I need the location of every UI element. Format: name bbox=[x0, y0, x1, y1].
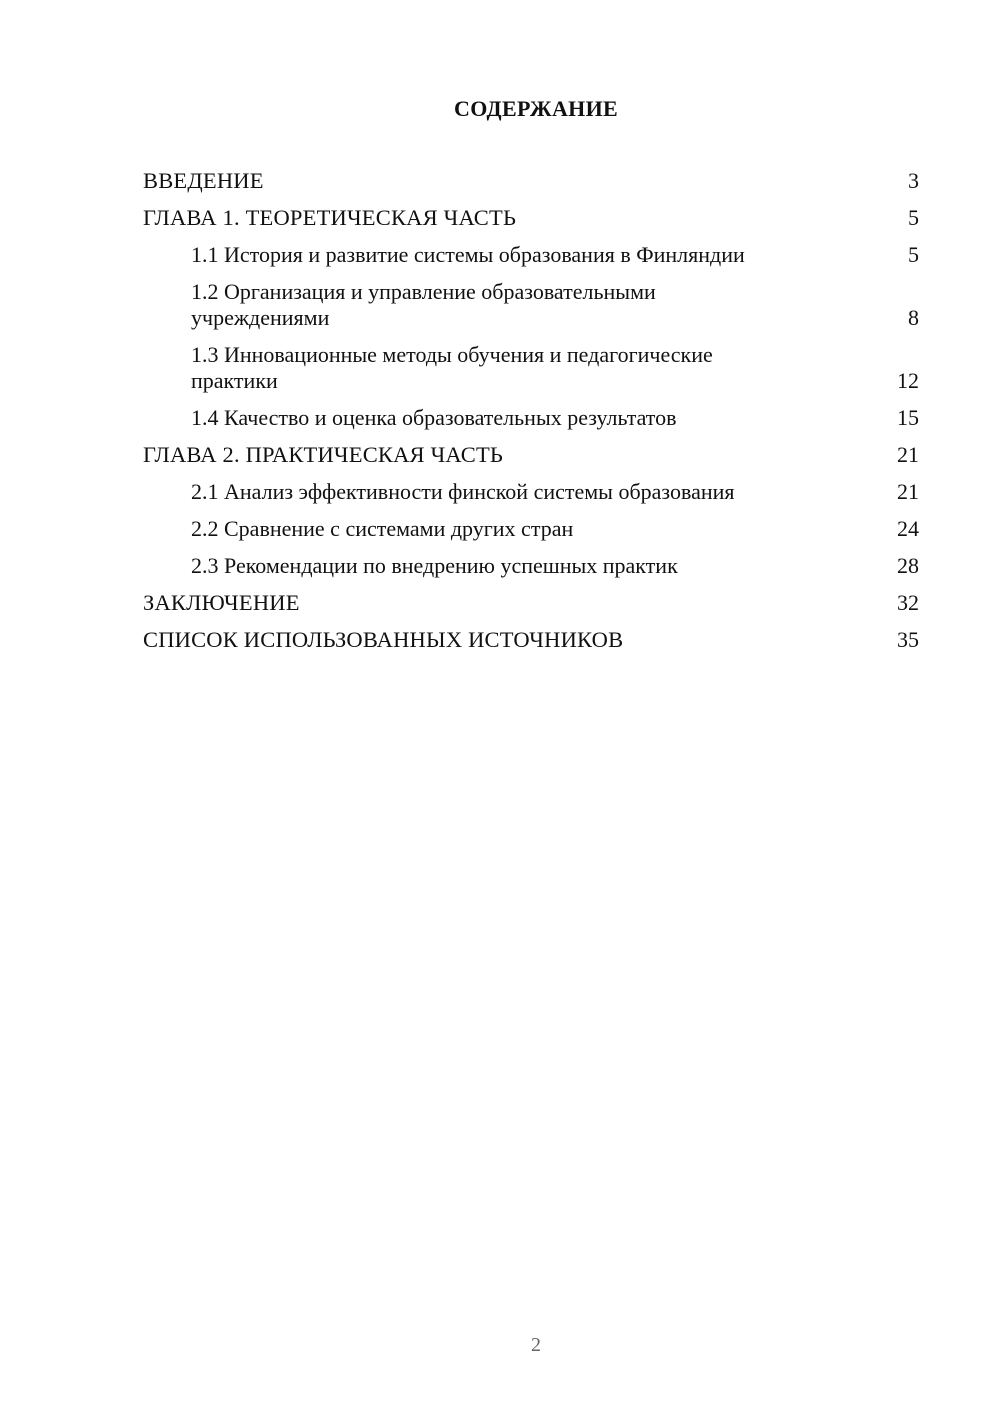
toc-entry-section-1-4[interactable] bbox=[143, 405, 919, 431]
toc-entry-page: 28 bbox=[897, 553, 919, 578]
toc-entry-page: 21 bbox=[897, 479, 919, 504]
toc-entry-label: 2.1 Анализ эффективности финской системы образования bbox=[191, 479, 735, 504]
toc-entry-label: 2.2 Сравнение с системами других стран bbox=[191, 516, 574, 541]
toc-entry-references[interactable] bbox=[143, 627, 919, 653]
toc-entry-label: 2.3 Рекомендации по внедрению успешных практик bbox=[191, 553, 678, 578]
toc-entry-section-2-3[interactable] bbox=[143, 553, 919, 579]
toc-entry-chapter-2[interactable] bbox=[143, 442, 919, 468]
toc-entry-page: 8 bbox=[908, 305, 919, 330]
toc-entry-conclusion[interactable] bbox=[143, 590, 919, 616]
toc-entry-page: 5 bbox=[908, 242, 919, 267]
toc-entry-label: ГЛАВА 2. ПРАКТИЧЕСКАЯ ЧАСТЬ bbox=[143, 442, 504, 467]
page-title: СОДЕРЖАНИЕ bbox=[454, 96, 618, 121]
toc-entry-introduction[interactable] bbox=[143, 168, 919, 194]
toc-entry-page: 32 bbox=[897, 590, 919, 615]
toc-entry-label: ВВЕДЕНИЕ bbox=[143, 168, 264, 193]
table-of-contents bbox=[143, 168, 919, 664]
toc-entry-page: 15 bbox=[897, 405, 919, 430]
toc-entry-label: 1.3 Инновационные методы обучения и педагогические практики bbox=[191, 342, 713, 393]
page-number: 2 bbox=[531, 1334, 541, 1356]
toc-entry-label: 1.4 Качество и оценка образовательных результатов bbox=[191, 405, 677, 430]
toc-entry-chapter-1[interactable] bbox=[143, 205, 919, 231]
toc-entry-page: 12 bbox=[897, 368, 919, 393]
toc-entry-label: ЗАКЛЮЧЕНИЕ bbox=[143, 590, 300, 615]
toc-entry-page: 24 bbox=[897, 516, 919, 541]
toc-entry-section-2-1[interactable] bbox=[143, 479, 919, 505]
toc-entry-page: 5 bbox=[908, 205, 919, 230]
toc-entry-page: 21 bbox=[897, 442, 919, 467]
toc-entry-label: 1.2 Организация и управление образовательными учреждениями bbox=[191, 279, 656, 330]
toc-entry-page: 3 bbox=[908, 168, 919, 193]
toc-entry-section-1-1[interactable] bbox=[143, 242, 919, 268]
toc-entry-section-1-2[interactable] bbox=[143, 279, 919, 331]
toc-entry-label: ГЛАВА 1. ТЕОРЕТИЧЕСКАЯ ЧАСТЬ bbox=[143, 205, 517, 230]
toc-entry-label: 1.1 История и развитие системы образования в Финляндии bbox=[191, 242, 745, 267]
toc-entry-label: СПИСОК ИСПОЛЬЗОВАННЫХ ИСТОЧНИКОВ bbox=[143, 627, 624, 652]
toc-entry-section-2-2[interactable] bbox=[143, 516, 919, 542]
toc-entry-section-1-3[interactable] bbox=[143, 342, 919, 394]
toc-entry-page: 35 bbox=[897, 627, 919, 652]
